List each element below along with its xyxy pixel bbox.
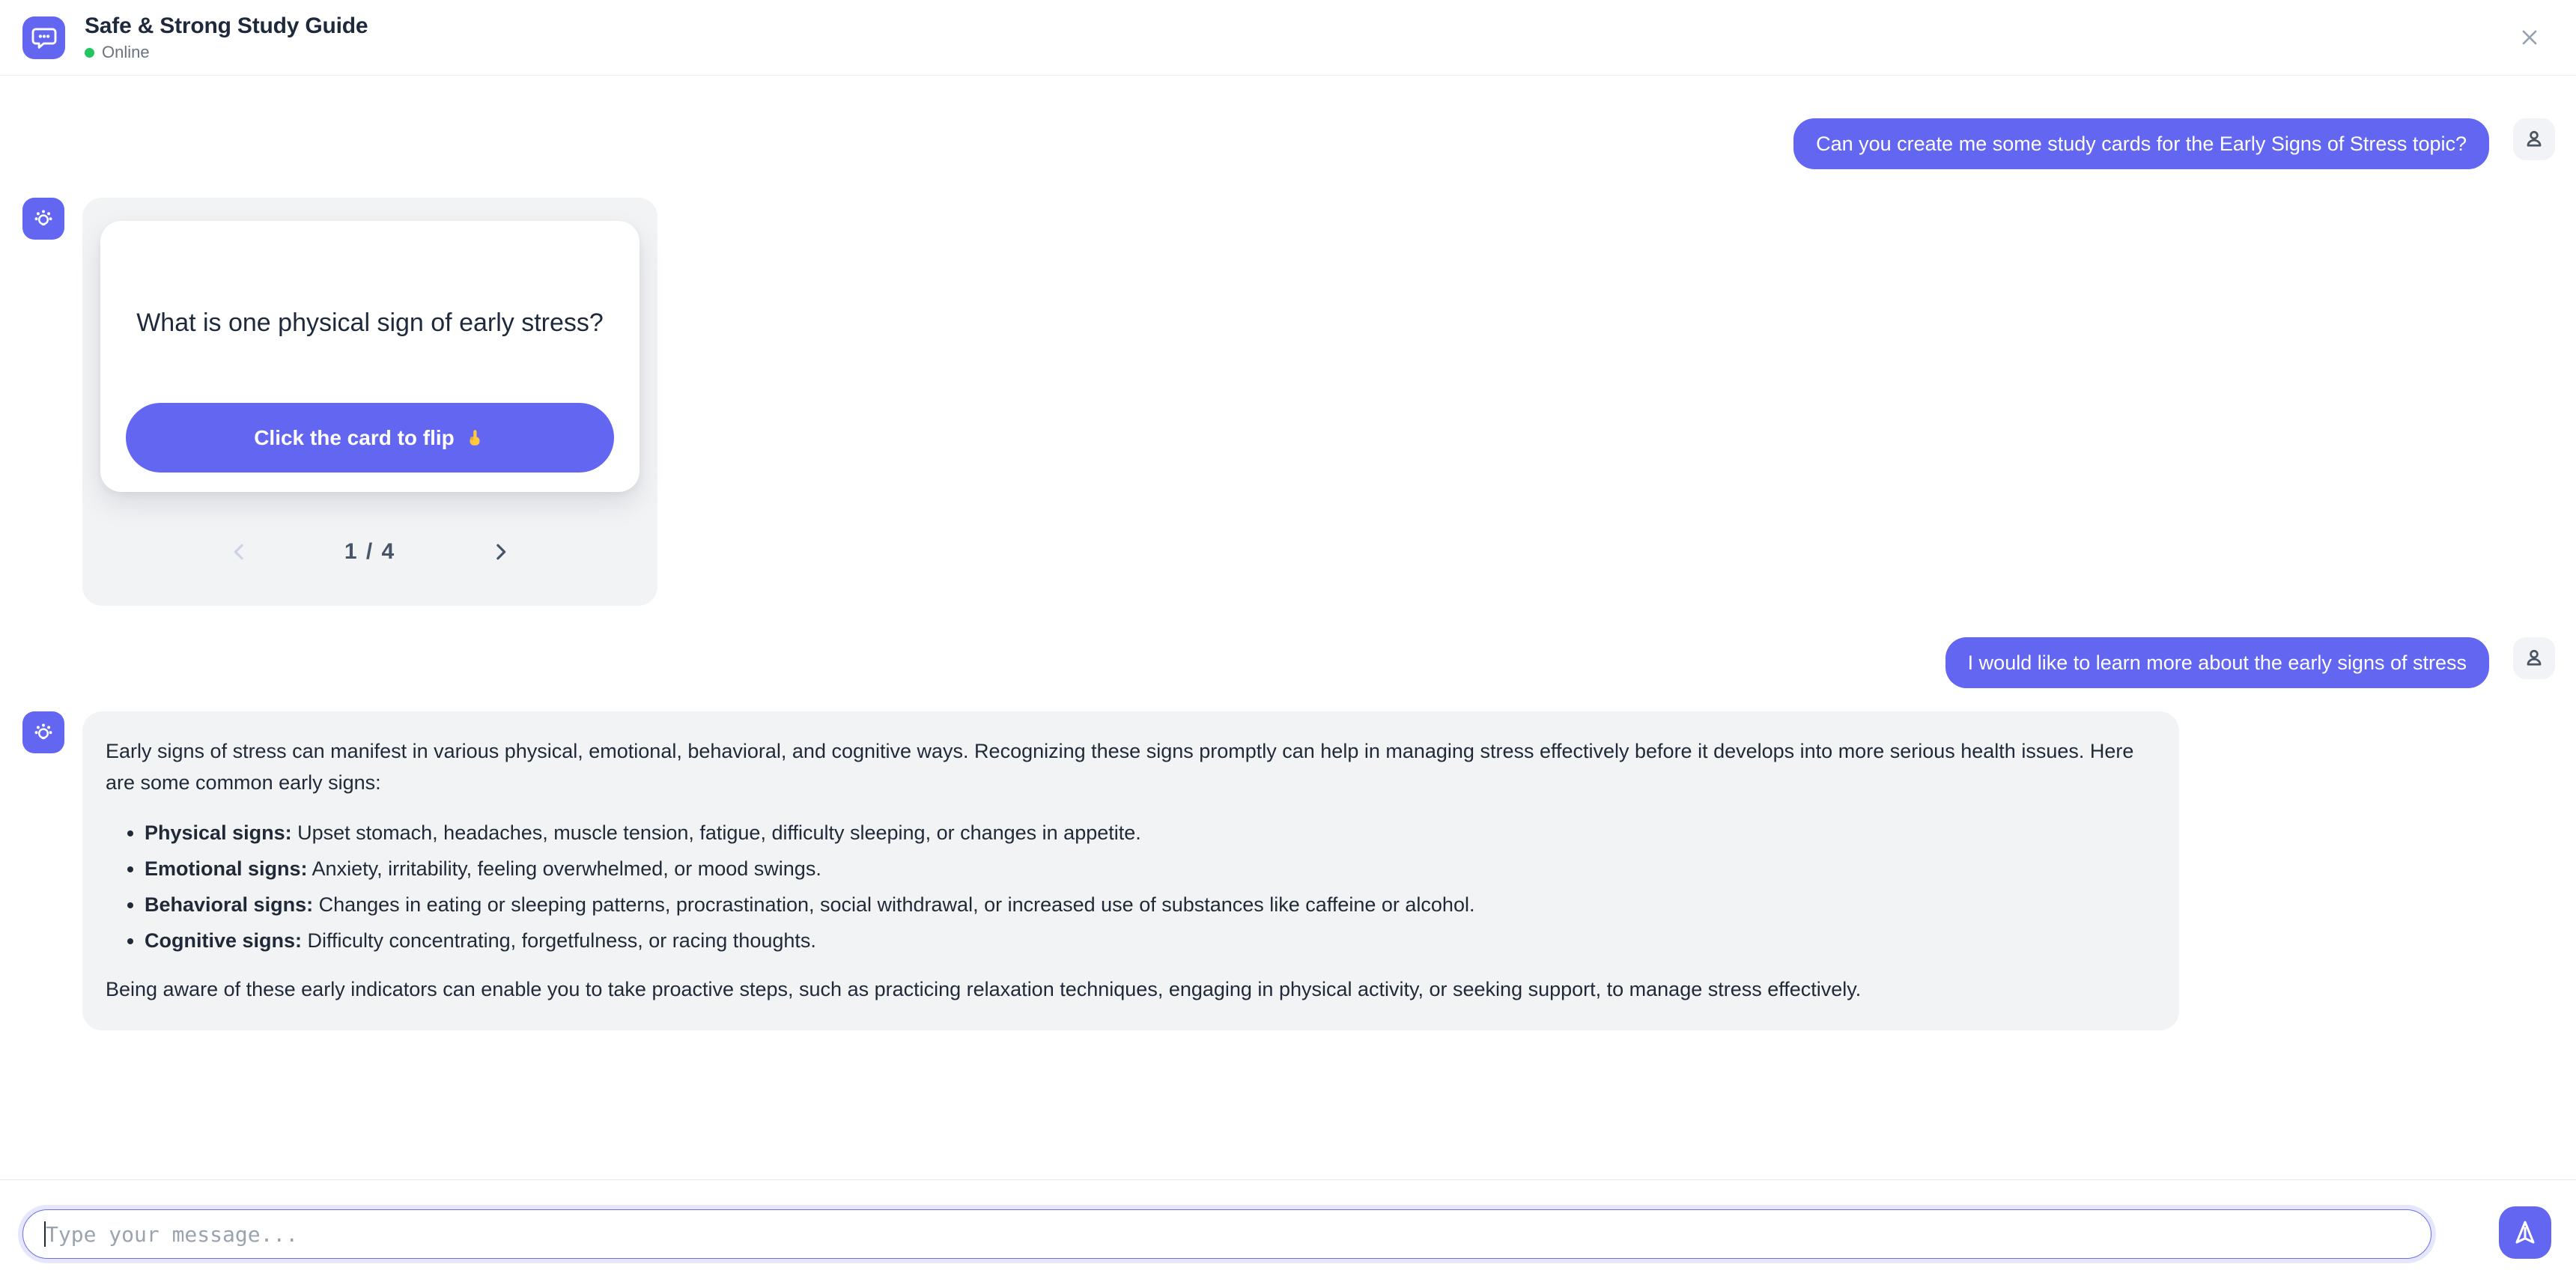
- user-avatar: [2513, 118, 2555, 160]
- chevron-left-icon: [228, 541, 251, 563]
- bot-flashcard-row: [22, 198, 2555, 606]
- lightbulb-icon: [31, 206, 56, 231]
- flashcard-question-zone: [126, 243, 614, 403]
- user-message-bubble: Can you create me some study cards for the Early Signs of Stress topic?: [1793, 118, 2489, 169]
- bot-message-bubble: [82, 711, 2179, 1030]
- list-item: • Behavioral signs: Changes in eating or sleeping patterns, procrastination, social withdrawal, or increased use of substances like caffeine or alcohol.: [145, 887, 2152, 923]
- send-button[interactable]: [2499, 1206, 2551, 1259]
- user-message-bubble: I would like to learn more about the early signs of stress: [1945, 637, 2489, 688]
- composer-bar: [0, 1179, 2576, 1282]
- online-status-label: Online: [102, 43, 150, 61]
- lightbulb-icon: [31, 720, 56, 745]
- close-icon: [2518, 26, 2541, 49]
- bot-answer-row: [22, 711, 2555, 1030]
- message-input[interactable]: [46, 1210, 2410, 1258]
- list-item: • Physical signs: Upset stomach, headaches, muscle tension, fatigue, difficulty sleeping, or changes in appetite.: [145, 815, 2152, 851]
- chevron-right-icon: [489, 541, 511, 563]
- flashcard[interactable]: [100, 221, 640, 492]
- next-card-button[interactable]: [484, 535, 517, 568]
- list-item: • Emotional signs: Anxiety, irritability, feeling overwhelmed, or mood swings.: [145, 851, 2152, 887]
- status-row: [85, 43, 368, 62]
- point-up-icon: [464, 427, 486, 449]
- chat-scroll-area: [0, 76, 2576, 1030]
- chat-bubble-icon: [31, 24, 58, 51]
- user-message-row: [22, 637, 2555, 688]
- flip-card-button[interactable]: [126, 403, 614, 473]
- user-avatar: [2513, 637, 2555, 679]
- app-icon: [22, 16, 65, 59]
- person-icon: [2521, 127, 2547, 152]
- answer-intro: Early signs of stress can manifest in various physical, emotional, behavioral, and cognitive ways. Recognizing these signs promptly can help in managing stress effectively before it develops into more serious health issues. Here are some common early signs:: [106, 740, 2134, 794]
- bot-avatar: [22, 711, 64, 753]
- person-icon: [2521, 645, 2547, 671]
- flashcard-widget: [82, 198, 657, 606]
- chat-header: [0, 0, 2576, 76]
- prev-card-button[interactable]: [223, 535, 256, 568]
- list-item: • Cognitive signs: Difficulty concentrating, forgetfulness, or racing thoughts.: [145, 923, 2152, 959]
- answer-outro: Being aware of these early indicators can enable you to take proactive steps, such as practicing relaxation techniques, engaging in physical activity, or seeking support, to manage stress effectively.: [106, 978, 1862, 1000]
- bot-avatar: [22, 198, 64, 240]
- close-button[interactable]: [2513, 21, 2546, 54]
- card-counter: 1 / 4: [344, 539, 396, 564]
- flashcard-question: What is one physical sign of early stress?: [136, 309, 604, 337]
- send-icon: [2510, 1218, 2540, 1248]
- app-title: Safe & Strong Study Guide: [85, 13, 368, 38]
- signs-list: [106, 815, 2152, 959]
- flip-card-label: Click the card to flip: [254, 425, 455, 449]
- user-message-row: [22, 118, 2555, 169]
- flashcard-pagination: [100, 535, 640, 568]
- message-input-field[interactable]: [22, 1209, 2431, 1259]
- online-status-dot: [85, 48, 94, 58]
